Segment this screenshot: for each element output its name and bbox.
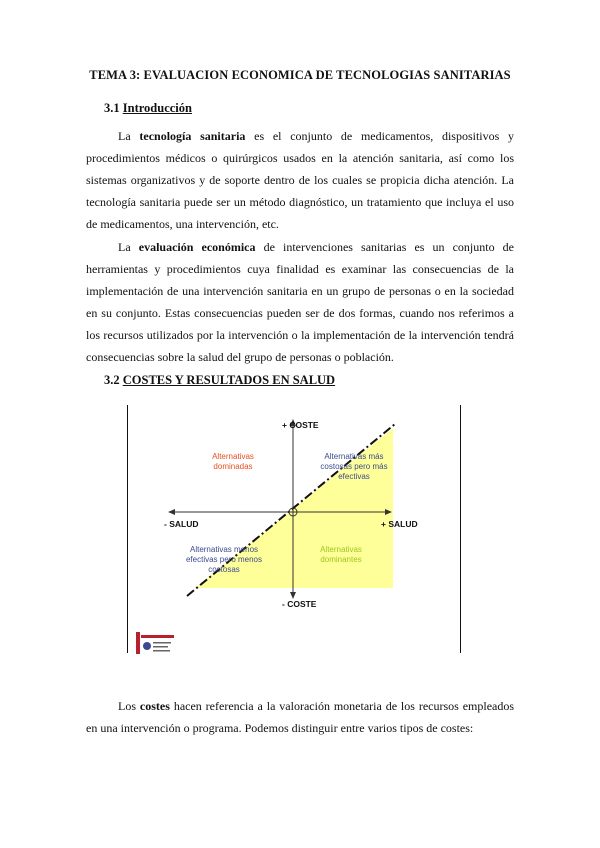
label-minus-salud: - SALUD	[164, 519, 199, 529]
institution-logo	[136, 632, 174, 654]
paragraph-evaluacion-economica: La evaluación económica de intervenciones sanitarias es un conjunto de herramientas y procedimientos cuya finalidad es examinar las consecuencias de la implementación de una intervención sanitaria en un grupo de personas o en la sociedad en su conjunto. Estas consecuencias pueden ser de dos formas, cuando nos referimos a los recursos utilizados por la intervención o la implementación de la intervención tendrá consecuencias sobre la salud del grupo de personas o población.	[86, 240, 515, 364]
figure-left-border	[127, 405, 128, 653]
label-plus-coste: + COSTE	[282, 420, 319, 430]
paragraph-tecnologia-sanitaria: La tecnología sanitaria es el conjunto de medicamentos, dispositivos y procedimientos médicos o quirúrgicos usados en la atención sanitaria, así como los sistemas organizativos y de soporte dentro de los cuales se propicia dicha atención. La tecnología sanitaria puede ser un método diagnóstico, un tratamiento que incluya el uso de medicamentos, una intervención, etc.	[86, 129, 515, 231]
paragraph-costes: Los costes hacen referencia a la valoración monetaria de los recursos empleados en una intervención o programa. Podemos distinguir entre varios tipos de costes:	[86, 699, 515, 735]
section-heading-costes	[104, 373, 335, 388]
cost-axis-arrow-down	[290, 592, 296, 599]
section-number: 3.2	[104, 373, 120, 387]
document-title: TEMA 3: EVALUACION ECONOMICA DE TECNOLOGIAS SANITARIAS	[89, 68, 511, 82]
quadrant-more-costly-more-effective: Alternativas más costosas pero más efectivas	[320, 452, 388, 481]
term-costes: costes	[139, 699, 170, 713]
section-title: COSTES Y RESULTADOS EN SALUD	[122, 373, 336, 387]
quadrant-less-effective-less-costly: Alternativas menos efectivas pero menos costosas	[185, 545, 263, 574]
section-heading-introduccion	[104, 101, 192, 116]
section-number: 3.1	[104, 101, 120, 115]
quadrant-dominated: Alternativas dominadas	[212, 452, 254, 471]
health-axis-arrow-left	[168, 509, 175, 515]
term-tecnologia-sanitaria: tecnología sanitaria	[139, 129, 246, 143]
label-plus-salud: + SALUD	[381, 519, 418, 529]
section-title: Introducción	[122, 101, 192, 115]
term-evaluacion-economica: evaluación económica	[138, 240, 256, 254]
quadrant-dominant: Alternativas dominantes	[320, 545, 362, 564]
label-minus-coste: - COSTE	[282, 599, 317, 609]
